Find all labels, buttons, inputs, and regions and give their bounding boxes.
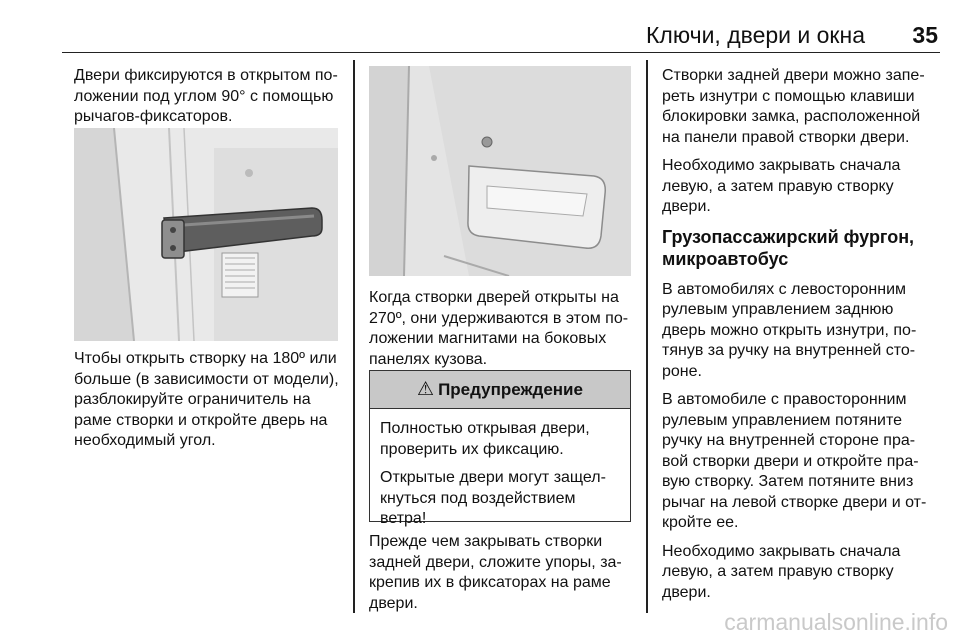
page-number: 35	[912, 22, 938, 48]
section-title: Ключи, двери и окна	[646, 22, 865, 48]
door-check-strap-illustration	[74, 128, 338, 341]
section-heading: Грузопассажирский фургон, микроавтобус	[662, 226, 915, 269]
column-1	[74, 66, 344, 136]
paragraph: Необходимо закрывать сначала левую, а затем правую створку двери.	[662, 542, 901, 601]
warning-box	[369, 370, 631, 527]
column-divider	[646, 60, 648, 613]
paragraph: Чтобы открыть створку на 180º или больше (в зависимости от модели), разблокируйте ограничитель на раме створки и откройте дверь на необходимый угол.	[74, 350, 339, 449]
paragraph: Открытые двери могут защелкнуться под воздействием ветра!	[380, 469, 606, 527]
warning-header	[370, 371, 630, 409]
column-3	[662, 66, 930, 611]
warning-title: Предупреждение	[438, 379, 583, 399]
column-2-lower	[369, 532, 631, 622]
paragraph: Полностью открывая двери, проверить их фиксацию.	[380, 420, 590, 458]
paragraph: Прежде чем закрывать створки задней двери, сложите упоры, закрепив их в фиксаторах на раме двери.	[369, 533, 622, 612]
column-2	[369, 288, 631, 378]
page-header	[62, 0, 940, 53]
warning-triangle-icon: ⚠	[417, 379, 435, 400]
warning-body	[370, 409, 630, 530]
paragraph: Двери фиксируются в открытом положении под углом 90° с помощью рычагов-фиксаторов.	[74, 67, 338, 125]
paragraph: Когда створки дверей открыты на 270º, они удерживаются в этом положении магнитами на боковых панелях кузова.	[369, 289, 629, 368]
paragraph: Необходимо закрывать сначала левую, а затем правую створку двери.	[662, 157, 901, 215]
door-check-strap-image	[74, 128, 338, 341]
paragraph: В автомобиле с правосторонним рулевым управлением потяните ручку на внутренней стороне правой створки двери и откройте правую створку. Затем потяните вниз рычаг на левой створке двери и откройте ее.	[662, 391, 927, 531]
paragraph: Створки задней двери можно запереть изнутри с помощью клавиши блокировки замка, расположенной на панели правой створки двери.	[662, 67, 925, 146]
watermark: carmanualsonline.info	[724, 609, 948, 635]
rear-door-image	[369, 66, 631, 276]
paragraph: В автомобилях с левосторонним рулевым управлением заднюю дверь можно открыть изнутри, потянув за ручку на внутренней стороне.	[662, 280, 917, 380]
column-1-lower	[74, 349, 344, 460]
rear-door-magnet-illustration	[369, 66, 631, 276]
column-divider	[353, 60, 355, 613]
